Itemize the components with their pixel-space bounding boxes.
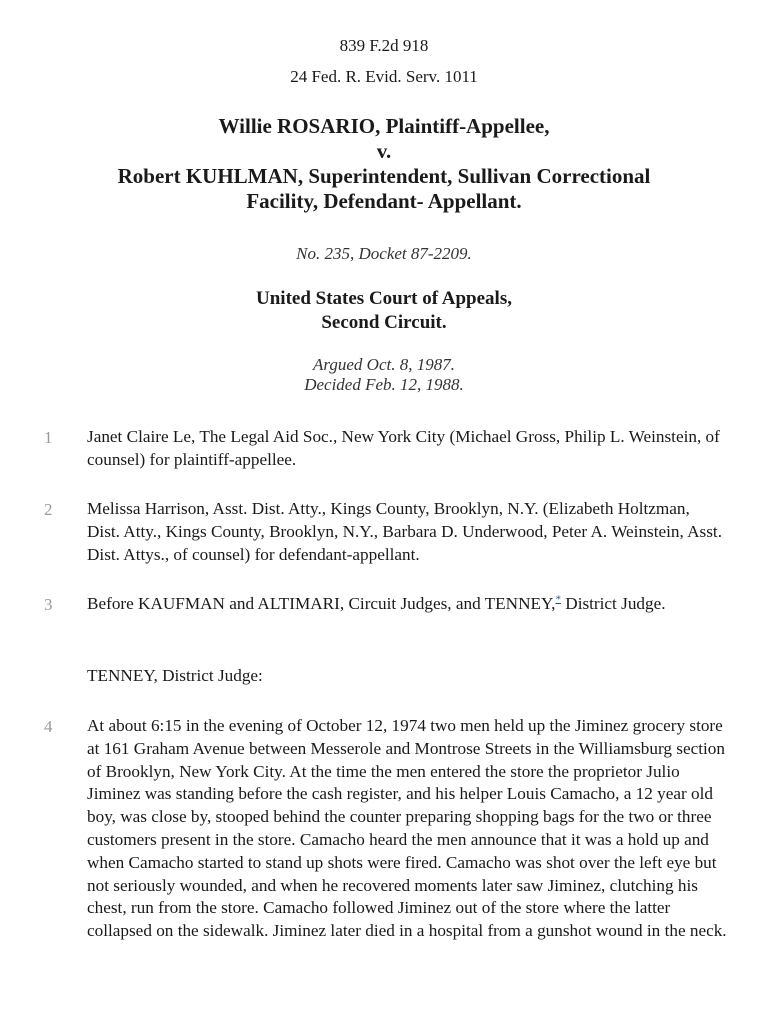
paragraph-text: Melissa Harrison, Asst. Dist. Atty., Kings County, Brooklyn, N.Y. (Elizabeth Holtzman, Dist. Atty., Kings County, Brooklyn, N.Y., Barbara D. Underwood, Peter A. Weinstein, Asst. Dist. Attys., of counsel) for defendant-appellant. [87,499,722,564]
court-name [0,287,768,335]
argued-date: Argued Oct. 8, 1987. [313,355,455,374]
citation-reporter: 839 F.2d 918 [339,36,429,55]
court-name-line1: United States Court of Appeals, [256,288,512,309]
paragraph-number: 3 [44,595,53,614]
paragraph-number: 2 [44,500,53,519]
docket-number: No. 235, Docket 87-2209. [296,244,472,263]
case-dates [0,355,768,395]
author-line: TENNEY, District Judge: [87,666,263,685]
caption-versus: v. [376,139,392,163]
caption-defendant-line2: Facility, Defendant- Appellant. [246,189,522,213]
footnote-link[interactable]: * [555,593,561,606]
citation-evid: 24 Fed. R. Evid. Serv. 1011 [290,67,478,86]
paragraph-number: 1 [44,428,53,447]
judges-text-end: District Judge. [560,594,666,613]
caption-plaintiff: Willie ROSARIO, Plaintiff-Appellee, [218,114,550,138]
court-name-line2: Second Circuit. [321,312,447,333]
decided-date: Decided Feb. 12, 1988. [304,375,464,394]
paragraph-text: At about 6:15 in the evening of October 12, 1974 two men held up the Jiminez grocery store at 161 Graham Avenue between Messerole and Montrose Streets in the Williamsburg section of Brooklyn, New York City. At the time the men entered the store the proprietor Julio Jiminez was standing before the cash register, and his helper Louis Camacho, a 12 year old boy, was close by, stooped behind the counter preparing shopping bags for the two or three customers present in the store. Camacho heard the men announce that it was a hold up and when Camacho started to stand up shots were fired. Camacho was shot over the left eye but not seriously wounded, and when he recovered moments later saw Jiminez, clutching his chest, run from the store. Camacho followed Jiminez out of the store where the latter collapsed on the sidewalk. Jiminez later died in a hospital from a gunshot wound in the neck. [87,716,727,941]
case-caption [0,114,768,214]
judges-text: Before KAUFMAN and ALTIMARI, Circuit Judges, and TENNEY, [87,594,556,613]
paragraph-text [87,593,727,616]
caption-defendant-line1: Robert KUHLMAN, Superintendent, Sullivan Correctional [117,164,651,188]
paragraph-text: Janet Claire Le, The Legal Aid Soc., New York City (Michael Gross, Philip L. Weinstein, of counsel) for plaintiff-appellee. [87,427,720,469]
paragraph-number: 4 [44,717,53,736]
